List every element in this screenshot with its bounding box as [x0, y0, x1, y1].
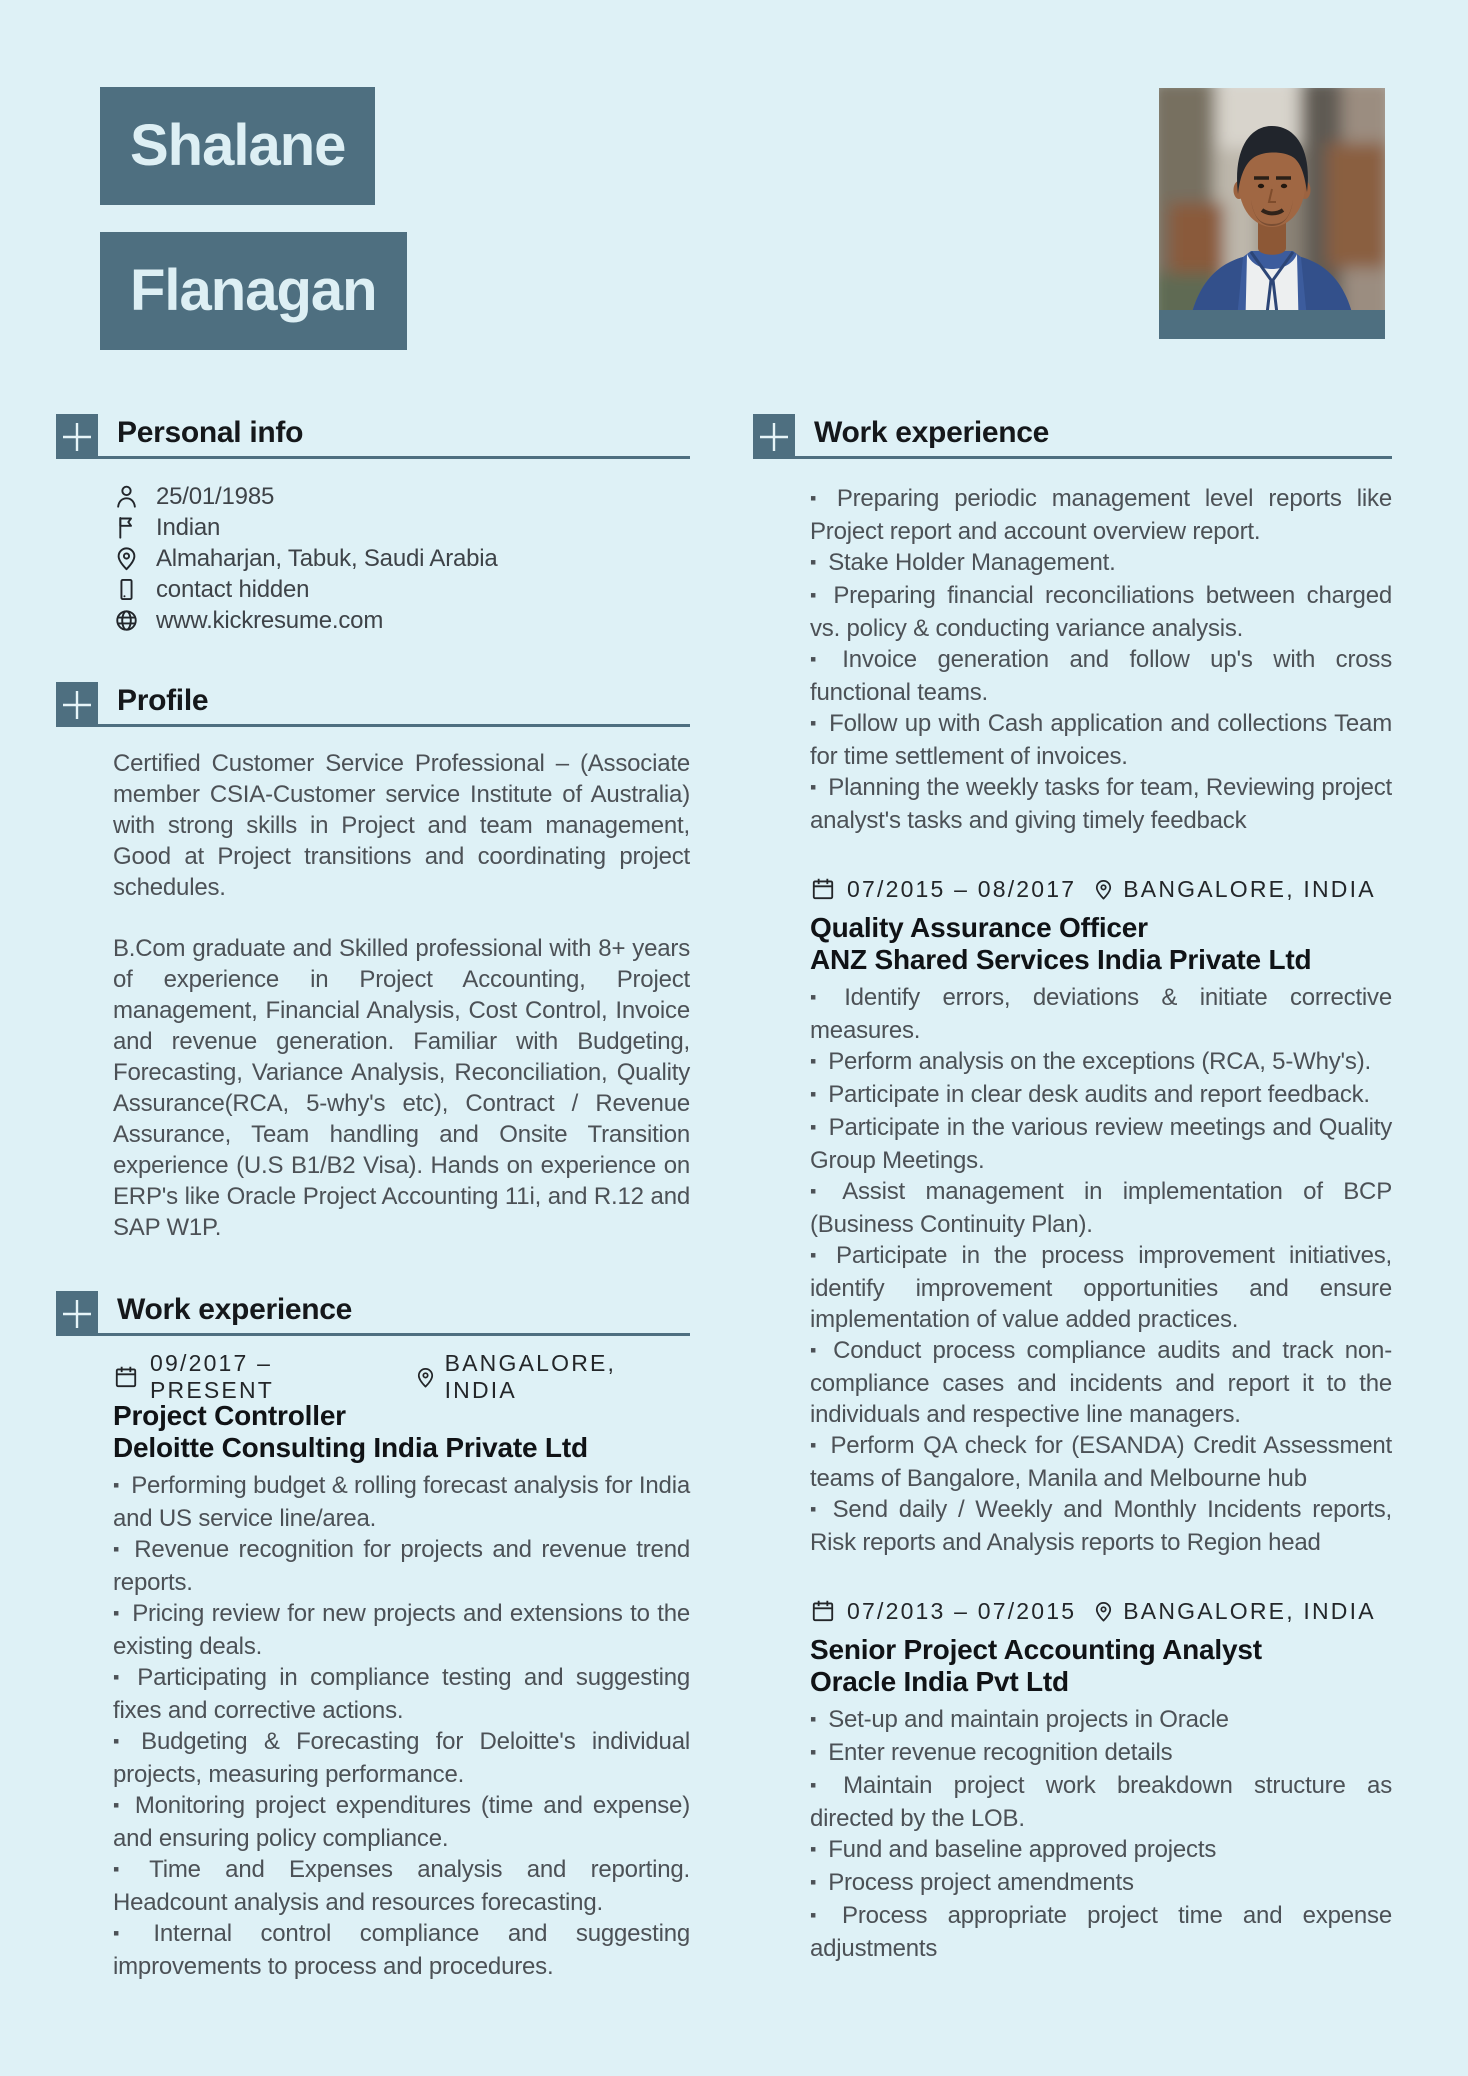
job-bullet-list: [113, 1470, 690, 1982]
job-location: BANGALORE, INDIA: [444, 1350, 617, 1403]
job-bullet: ▪ Participate in clear desk audits and report feedback.: [810, 1079, 1392, 1112]
section-header-work-experience-continued: [753, 414, 1392, 459]
job-bullet: ▪ Preparing periodic management level reports like Project report and account overview report.: [810, 483, 1392, 547]
personal-info-website: [113, 605, 690, 636]
job-bullet: ▪ Stake Holder Management.: [810, 547, 1392, 580]
location-pin-icon: [1092, 1600, 1115, 1623]
personal-info-address: Almaharjan, Tabuk, Saudi Arabia: [113, 543, 690, 574]
job-bullet: ▪ Fund and baseline approved projects: [810, 1834, 1392, 1867]
job-bullet: ▪ Revenue recognition for projects and revenue trend reports.: [113, 1534, 690, 1598]
job-location: BANGALORE, INDIA: [1123, 875, 1376, 902]
section-header-work-experience: [56, 1291, 690, 1336]
profile-paragraph: B.Com graduate and Skilled professional with 8+ years of experience in Project Accounting, Project management, Financial Analysis, Cost Control, Invoice and revenue generation. Familiar with Budgeting, Forecasting, Variance Analysis, Reconciliation, Quality Assurance(RCA, 5-why's etc), Contract / Revenue Assurance, Team handling and Onsite Transition experience (U.S B1/B2 Visa). Hands on experience on ERP's like Oracle Project Accounting 11i, and R.12 and SAP W1P.: [113, 935, 690, 1241]
job-bullet-list: [810, 1704, 1392, 1964]
job-role: Senior Project Accounting Analyst: [810, 1634, 1262, 1665]
job-bullet: ▪ Perform QA check for (ESANDA) Credit Assessment teams of Bangalore, Manila and Melbourne hub: [810, 1430, 1392, 1494]
job-bullet: ▪ Internal control compliance and suggesting improvements to process and procedures.: [113, 1918, 690, 1982]
job-meta: [810, 1596, 1392, 1626]
job-bullet: ▪ Budgeting & Forecasting for Deloitte's individual projects, measuring performance.: [113, 1726, 690, 1790]
job-bullet: ▪ Invoice generation and follow up's with cross functional teams.: [810, 644, 1392, 708]
job-bullet: ▪ Time and Expenses analysis and reporting. Headcount analysis and resources forecasting.: [113, 1854, 690, 1918]
phone-icon: [113, 576, 140, 603]
job-bullet: ▪ Conduct process compliance audits and track non-compliance cases and incidents and report it to the individuals and respective line managers.: [810, 1335, 1392, 1430]
personal-info-birthdate: 25/01/1985: [113, 481, 690, 512]
job-bullet-list: [810, 483, 1392, 836]
job-bullet: ▪ Send daily / Weekly and Monthly Incidents reports, Risk reports and Analysis reports to Region head: [810, 1494, 1392, 1558]
job-company: Deloitte Consulting India Private Ltd: [113, 1432, 588, 1463]
calendar-icon: [113, 1364, 139, 1390]
job-location: BANGALORE, INDIA: [1123, 1597, 1376, 1624]
person-icon: [113, 483, 140, 510]
job-bullet: ▪ Process appropriate project time and expense adjustments: [810, 1900, 1392, 1964]
calendar-icon: [810, 1598, 836, 1624]
job-bullet-list: [810, 982, 1392, 1558]
section-title: Personal info: [117, 416, 304, 449]
job-bullet: ▪ Process project amendments: [810, 1867, 1392, 1900]
job-bullet: ▪ Set-up and maintain projects in Oracle: [810, 1704, 1392, 1737]
job-meta: [810, 874, 1392, 904]
candidate-name: [100, 87, 407, 377]
section-title: Work experience: [814, 416, 1050, 449]
job-dates: 07/2015 – 08/2017: [847, 875, 1077, 902]
job-bullet: ▪ Participate in the process improvement initiatives, identify improvement opportunities and ensure implementation of value added practices.: [810, 1240, 1392, 1335]
section-header-personal-info: [56, 414, 690, 459]
job-role: Project Controller: [113, 1400, 346, 1431]
website-link[interactable]: www.kickresume.com: [156, 606, 384, 634]
profile-paragraph: Certified Customer Service Professional – (Associate member CSIA-Customer service Institute of Australia) with strong skills in Project and team management, Good at Project transitions and coordinating project schedules.: [113, 750, 690, 901]
job-bullet: ▪ Planning the weekly tasks for team, Reviewing project analyst's tasks and giving timely feedback: [810, 772, 1392, 836]
personal-info-phone: contact hidden: [113, 574, 690, 605]
photo-bottom-bar: [1159, 310, 1385, 339]
flag-icon: [113, 514, 140, 541]
personal-info-list: [113, 481, 690, 636]
job-role: Quality Assurance Officer: [810, 912, 1148, 943]
location-icon: [113, 545, 140, 572]
job-bullet: ▪ Follow up with Cash application and collections Team for time settlement of invoices.: [810, 708, 1392, 772]
section-title: Profile: [117, 684, 209, 717]
job-dates: 09/2017 – PRESENT: [150, 1350, 275, 1403]
job-company: ANZ Shared Services India Private Ltd: [810, 944, 1312, 975]
location-pin-icon: [414, 1366, 437, 1389]
job-dates: 07/2013 – 07/2015: [847, 1597, 1077, 1624]
job-meta: [113, 1350, 690, 1403]
job-bullet: ▪ Identify errors, deviations & initiate corrective measures.: [810, 982, 1392, 1046]
personal-info-nationality: Indian: [113, 512, 690, 543]
section-header-profile: [56, 682, 690, 727]
job-entry-oracle: [810, 1596, 1392, 1964]
job-entry-deloitte: [113, 1350, 690, 1982]
job-bullet: ▪ Monitoring project expenditures (time and expense) and ensuring policy compliance.: [113, 1790, 690, 1854]
job-entry-anz: [810, 874, 1392, 1558]
job-bullet: ▪ Enter revenue recognition details: [810, 1737, 1392, 1770]
plus-icon: [753, 414, 795, 459]
plus-icon: [56, 682, 98, 727]
profile-photo-illustration: [1159, 88, 1385, 339]
job-bullet: ▪ Participating in compliance testing and suggesting fixes and corrective actions.: [113, 1662, 690, 1726]
last-name: Flanagan: [100, 232, 407, 350]
location-pin-icon: [1092, 878, 1115, 901]
calendar-icon: [810, 876, 836, 902]
job-bullet: ▪ Pricing review for new projects and extensions to the existing deals.: [113, 1598, 690, 1662]
profile-photo: [1159, 88, 1385, 339]
job-company: Oracle India Pvt Ltd: [810, 1666, 1069, 1697]
left-column: [56, 414, 690, 1982]
plus-icon: [56, 1291, 98, 1336]
job-bullet: ▪ Preparing financial reconciliations between charged vs. policy & conducting variance analysis.: [810, 580, 1392, 644]
first-name: Shalane: [100, 87, 375, 205]
right-column: [753, 414, 1392, 1964]
plus-icon: [56, 414, 98, 459]
section-title: Work experience: [117, 1293, 353, 1326]
job-bullet: ▪ Maintain project work breakdown structure as directed by the LOB.: [810, 1770, 1392, 1834]
job-bullet: ▪ Assist management in implementation of BCP (Business Continuity Plan).: [810, 1176, 1392, 1240]
job-entry-deloitte-continued: [810, 483, 1392, 836]
job-bullet: ▪ Participate in the various review meetings and Quality Group Meetings.: [810, 1112, 1392, 1176]
job-bullet: ▪ Performing budget & rolling forecast analysis for India and US service line/area.: [113, 1470, 690, 1534]
job-bullet: ▪ Perform analysis on the exceptions (RCA, 5-Why's).: [810, 1046, 1392, 1079]
globe-icon: [113, 607, 140, 634]
